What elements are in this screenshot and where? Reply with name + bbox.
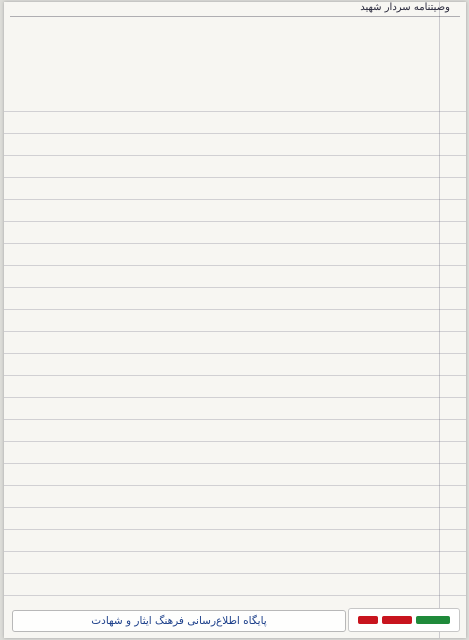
letterhead-text: وصیتنامه سردار شهید bbox=[360, 2, 450, 13]
handwritten-letter-body bbox=[12, 92, 432, 604]
archive-logo bbox=[348, 608, 460, 632]
archive-stamp-text: پایگاه اطلاع‌رسانی فرهنگ ایثار و شهادت bbox=[91, 615, 267, 627]
handwritten-verse-block bbox=[12, 20, 432, 86]
letterhead-strip bbox=[10, 2, 460, 17]
archive-logo-icon bbox=[356, 612, 452, 628]
archive-stamp bbox=[12, 610, 346, 632]
letter-page bbox=[4, 2, 466, 638]
